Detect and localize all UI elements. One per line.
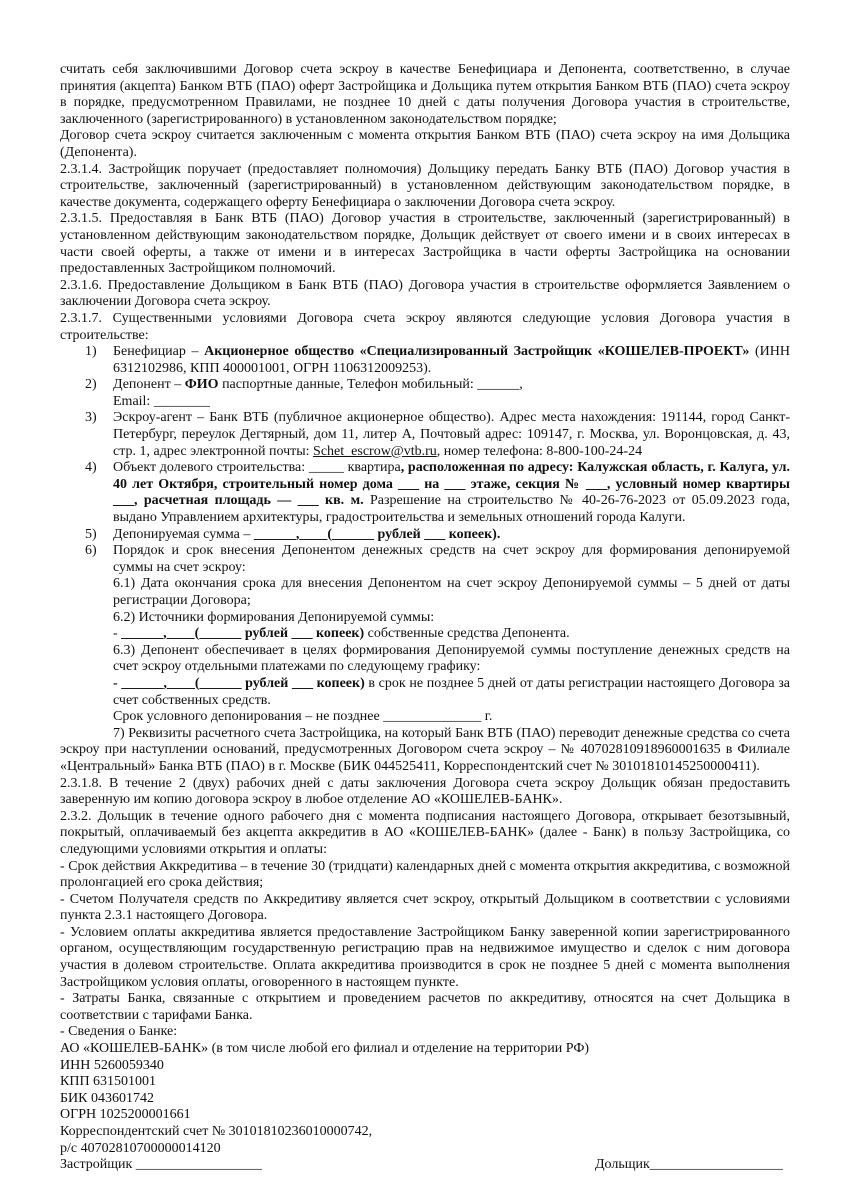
paragraph xyxy=(60,776,790,809)
text-segment: ИНН 5260059340 xyxy=(60,1057,164,1073)
text-segment: - xyxy=(113,626,122,642)
paragraph xyxy=(60,925,790,991)
text-segment: Договор счета эскроу считается заключенным с момента открытия Банком ВТБ (ПАО) счета эскроу на имя Дольщика (Депонента). xyxy=(60,128,790,160)
paragraph xyxy=(60,809,790,859)
list-item-text xyxy=(113,543,790,576)
paragraph xyxy=(60,211,790,277)
text-segment: 2.3.1.6. Предоставление Дольщиком в Банк ВТБ (ПАО) Договора участия в строительстве оформляется Заявлением о заключении Договора счета эскроу. xyxy=(60,277,790,310)
paragraph xyxy=(60,128,790,161)
paragraph xyxy=(60,1124,790,1141)
sub-clause xyxy=(60,709,790,726)
paragraph xyxy=(60,62,790,128)
list-item-text xyxy=(113,460,790,526)
text-segment: КПП 631501001 xyxy=(60,1074,157,1090)
paragraph xyxy=(60,1041,790,1058)
text-segment: ОГРН 1025200001661 xyxy=(60,1107,191,1123)
text-segment: 6.1) Дата окончания срока для внесения Депонентом на счет эскроу Депонируемой суммы – 5 дней от даты регистрации Договора; xyxy=(113,576,790,608)
participant-signature: Дольщик___________________ xyxy=(595,1157,783,1173)
bold-text: ФИО xyxy=(184,377,219,393)
paragraph xyxy=(60,892,790,925)
bold-text: Акционерное общество «Специализированный Застройщик «КОШЕЛЕВ-ПРОЕКТ» xyxy=(204,344,750,360)
text-segment: АО «КОШЕЛЕВ-БАНК» (в том числе любой его филиал и отделение на территории РФ) xyxy=(60,1041,590,1057)
paragraph xyxy=(60,991,790,1024)
text-segment: - Сведения о Банке: xyxy=(60,1024,178,1040)
sub-clause xyxy=(60,643,790,676)
list-item-text xyxy=(113,377,790,410)
text-segment: Корреспондентский счет № 30101810236010000742, xyxy=(60,1124,373,1139)
text-segment: 2.3.1.8. В течение 2 (двух) рабочих дней с даты заключения Договора счета эскроу Дольщик обязан предоставить заверенную им копию договора эскроу в любое отделение АО «КОШЕЛЕВ-БАНК». xyxy=(60,775,790,808)
text-segment: 6.3) Депонент обеспечивает в целях формирования Депонируемой суммы поступление денежных средств на счет эскроу отдельными платежами по следующему графику: xyxy=(113,642,790,675)
text-segment: - Счетом Получателя средств по Аккредитиву является счет эскроу, открытый Дольщиком в соответствии с условиями пункта 2.3.1 настоящего Договора. xyxy=(60,891,790,924)
text-segment: 2.3.1.4. Застройщик поручает (предоставляет полномочия) Дольщику передать Банку ВТБ (ПАО) Договор участия в строительстве, заключенный (зарегистрированный) в установленном действующим законодательством порядке, в качестве документа, содержащего оферту Бенефициара о заключении Договора счета эскроу. xyxy=(60,161,790,210)
list-item xyxy=(60,410,790,460)
sub-clause xyxy=(60,626,790,643)
text-segment: Email: ________ xyxy=(113,393,210,409)
text-segment: Срок условного депонирования – не позднее ______________ г. xyxy=(113,709,493,725)
text-segment: собственные средства Депонента. xyxy=(364,626,570,642)
list-item xyxy=(60,377,790,410)
paragraph xyxy=(60,1058,790,1075)
text-segment: считать себя заключившими Договор счета эскроу в качестве Бенефициара и Депонента, соответственно, в случае принятия (акцепта) Банком ВТБ (ПАО) оферт Застройщика и Дольщика путем открытия Банком ВТБ (ПАО) счета эскроу в порядке, предусмотренном Правилами, не позднее 10 дней с даты получения Договора участия в строительстве, заключенного (зарегистрированного) в установленном законодательством порядке; xyxy=(60,62,790,127)
document-page xyxy=(60,62,790,1174)
text-segment: Депонируемая сумма – xyxy=(113,526,254,542)
list-number: 4) xyxy=(85,460,97,476)
text-segment: , номер телефона: 8-800-100-24-24 xyxy=(436,443,643,459)
list-item xyxy=(60,527,790,544)
text-segment: Порядок и срок внесения Депонентом денежных средств на счет эскроу для формирования депонируемой суммы на счет эскроу: xyxy=(113,543,790,575)
list-item xyxy=(60,344,790,377)
paragraph xyxy=(60,1107,790,1124)
text-segment: (ИНН 6312102986, КПП 400001001, ОГРН 1106312009253). xyxy=(113,344,790,376)
document-body xyxy=(60,62,790,1157)
developer-signature: Застройщик __________________ xyxy=(60,1157,262,1173)
sub-clause xyxy=(60,676,790,709)
text-segment: Бенефициар – xyxy=(113,344,205,360)
text-segment: паспортные данные, Телефон мобильный: ______, xyxy=(218,377,523,393)
text-segment: 2.3.1.7. Существенными условиями Договора счета эскроу являются следующие условия Договора участия в строительстве: xyxy=(60,310,790,343)
list-item xyxy=(60,460,790,526)
paragraph xyxy=(60,726,790,776)
email-link[interactable]: Schet_escrow@vtb.ru xyxy=(313,443,437,459)
signature-block xyxy=(60,1157,790,1174)
paragraph xyxy=(60,311,790,344)
paragraph xyxy=(60,278,790,311)
list-number: 3) xyxy=(85,410,97,426)
bold-text: ______,____(______ рублей ___ копеек). xyxy=(253,526,501,542)
bold-text: - ______,____(______ рублей ___ копеек) xyxy=(113,675,365,691)
sub-clause xyxy=(60,610,790,627)
text-segment: Эскроу-агент – Банк ВТБ (публичное акционерное общество). Адрес места нахождения: 191144, город Санкт-Петербург, переулок Дегтярный, дом 11, литер А, Почтовый адрес: 109147, г. Москва, ул. Воронцовская, д. 43, стр. 1, адрес электронной почты: xyxy=(113,410,790,459)
text-segment: 7) Реквизиты расчетного счета Застройщика, на который Банк ВТБ (ПАО) переводит денежные средства со счета эскроу при наступлении оснований, предусмотренных Договором счета эскроу – № 40702810918960001635 в Филиале «Центральный» Банка ВТБ (ПАО) в г. Москве (БИК 044525411, Корреспондентский счет № 30101810145250000411). xyxy=(60,725,790,774)
list-number: 6) xyxy=(85,543,97,559)
sub-clause xyxy=(60,576,790,609)
list-number: 1) xyxy=(85,344,97,360)
list-item-text xyxy=(113,344,790,377)
paragraph xyxy=(60,1091,790,1108)
bold-text: ______,____(______ рублей ___ копеек) xyxy=(121,626,365,642)
bold-text: , расположенная по адресу: Калужская область, г. Калуга, ул. 40 лет Октября, строительный номер дома ___ на ___ этаже, секция № ___, условный номер квартиры ___, расчетная площадь — ___ кв. м. xyxy=(113,460,790,509)
paragraph xyxy=(60,162,790,212)
text-segment: Объект долевого строительства: _____ квартира xyxy=(113,460,401,476)
list-number: 2) xyxy=(85,377,97,393)
text-segment: Депонент – xyxy=(113,377,185,393)
text-segment: - Затраты Банка, связанные с открытием и проведением расчетов по аккредитиву, относятся на счет Дольщика в соответствии с тарифами Банка. xyxy=(60,991,790,1023)
text-segment: - Условием оплаты аккредитива является предоставление Застройщиком Банку заверенной копии зарегистрированного органом, осуществляющим государственную регистрацию прав на недвижимое имущество и сделок с ним договора участия в долевом строительстве. Оплата аккредитива производится в срок не позднее 5 дней с момента выполнения Застройщиком условия оплаты, оговоренного в настоящем пункте. xyxy=(60,924,790,990)
text-segment: 6.2) Источники формирования Депонируемой суммы: xyxy=(113,609,435,625)
list-item xyxy=(60,543,790,576)
list-number: 5) xyxy=(85,526,97,542)
paragraph xyxy=(60,859,790,892)
paragraph xyxy=(60,1024,790,1041)
text-segment: в срок не позднее 5 дней от даты регистрации настоящего Договора за счет собственных средств. xyxy=(113,675,790,708)
paragraph xyxy=(60,1074,790,1091)
text-segment: 2.3.1.5. Предоставляя в Банк ВТБ (ПАО) Договор участия в строительстве, заключенный (зарегистрированный) в установленном действующим законодательством порядке, Дольщик действует от своего имени и в своих интересах в части своей оферты, а также от имени и в интересах Застройщика в части оферты Застройщика на основании предоставленных Застройщиком полномочий. xyxy=(60,211,790,277)
paragraph xyxy=(60,1141,790,1158)
text-segment: Разрешение на строительство № 40-26-76-2023 от 05.09.2023 года, выдано Управлением архитектуры, градостроительства и земельных отношений города Калуги. xyxy=(113,493,790,526)
text-segment: БИК 043601742 xyxy=(60,1090,154,1106)
text-segment: р/с 40702810700000014120 xyxy=(60,1140,221,1156)
text-segment: 2.3.2. Дольщик в течение одного рабочего дня с момента подписания настоящего Договора, открывает безотзывный, покрытый, оплачиваемый без акцепта аккредитив в АО «КОШЕЛЕВ-БАНК» (далее - Банк) в пользу Застройщика, со следующими условиями открытия и оплаты: xyxy=(60,808,790,857)
text-segment: - Срок действия Аккредитива – в течение 30 (тридцати) календарных дней с момента открытия аккредитива, с возможной пролонгацией его срока действия; xyxy=(60,858,790,891)
list-item-text xyxy=(113,527,790,544)
list-item-text xyxy=(113,410,790,460)
